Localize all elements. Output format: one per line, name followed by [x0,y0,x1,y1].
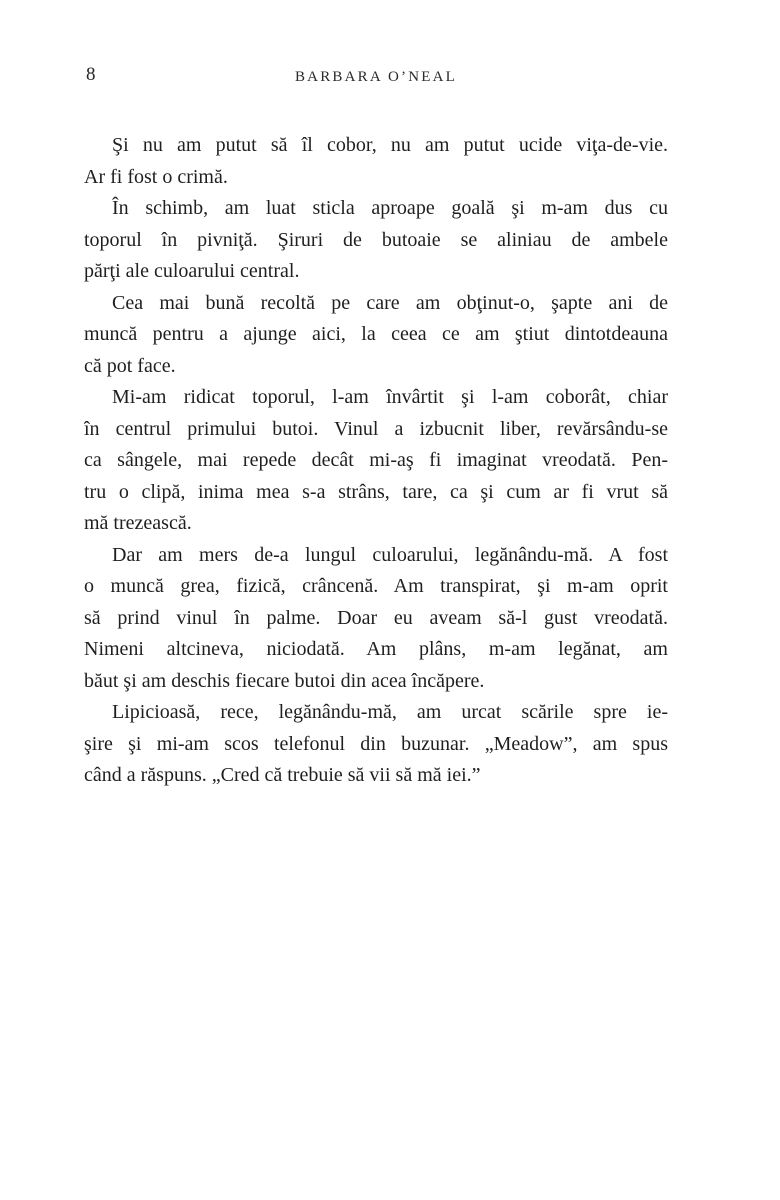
text-line: Nimeni altcineva, niciodată. Am plâns, m-am legănat, am [84,638,668,660]
text-line: muncă pentru a ajunge aici, la ceea ce am ştiut dintotdeauna [84,323,668,345]
paragraph [84,130,668,193]
text-line: când a răspuns. „Cred că trebuie să vii să mă iei.” [84,764,481,786]
text-line: o muncă grea, fizică, crâncenă. Am transpirat, şi m-am oprit [84,575,668,597]
paragraph [84,382,668,540]
body-text [84,130,668,792]
page-header [84,64,668,88]
text-line: Ar fi fost o crimă. [84,165,228,188]
text-line: În schimb, am luat sticla aproape goală şi m-am dus cu [112,197,668,219]
paragraph [84,540,668,698]
paragraph [84,193,668,288]
text-line: în centrul primului butoi. Vinul a izbucnit liber, revărsându-se [84,417,668,440]
paragraph [84,697,668,792]
text-line: toporul în pivniţă. Şiruri de butoaie se aliniau de ambele [84,228,668,251]
text-line: tru o clipă, inima mea s-a strâns, tare, ca şi cum ar fi vrut să [84,480,668,503]
text-line: că pot face. [84,354,176,377]
paragraph [84,288,668,383]
running-header: BARBARA O’NEAL [294,69,458,85]
text-line: Şi nu am putut să îl cobor, nu am putut ucide viţa-de-vie. [112,134,668,156]
text-line: Lipicioasă, rece, legănându-mă, am urcat scările spre ie- [112,701,668,723]
text-line: părţi ale culoarului central. [84,260,300,282]
text-line: Dar am mers de-a lungul culoarului, legănându-mă. A fost [112,543,668,566]
text-line: să prind vinul în palme. Doar eu aveam să-l gust vreodată. [84,606,668,629]
text-line: băut şi am deschis fiecare butoi din acea încăpere. [84,669,485,692]
page-number: 8 [86,64,96,85]
text-line: mă trezească. [84,512,192,534]
text-line: Mi-am ridicat toporul, l-am învârtit şi l-am coborât, chiar [112,386,668,408]
text-line: şire şi mi-am scos telefonul din buzunar. „Meadow”, am spus [84,732,668,755]
text-line: ca sângele, mai repede decât mi-aş fi imaginat vreodată. Pen- [84,449,668,471]
text-line: Cea mai bună recoltă pe care am obţinut-o, şapte ani de [112,291,668,314]
